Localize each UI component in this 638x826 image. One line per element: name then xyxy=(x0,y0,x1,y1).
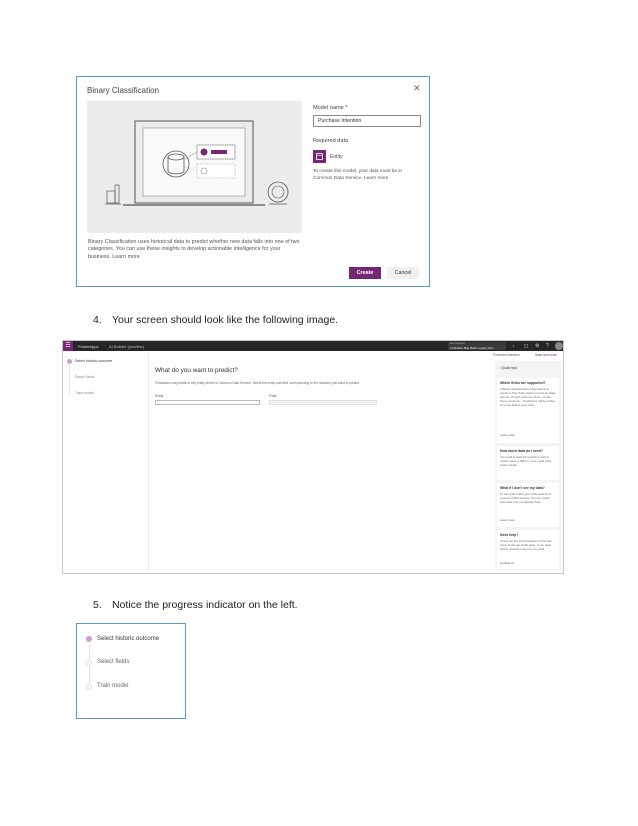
save-and-close-button[interactable]: Save and close xyxy=(535,353,557,357)
step-5-number: 5. xyxy=(93,599,102,611)
model-name-crumb: Purchase Intention xyxy=(493,353,520,357)
field-dropdown[interactable] xyxy=(269,400,377,405)
cancel-button[interactable]: Cancel xyxy=(387,267,419,279)
progress-indicator-screenshot xyxy=(76,623,186,719)
entity-label: Entity xyxy=(330,154,343,160)
main-instructions: Predictions may relate to any entity stored in Common Data Service. Select the entity and field corresponding to the outcome you want to predict. xyxy=(155,381,360,385)
tip-heading: How much data do I need? xyxy=(500,449,543,453)
sidebar-divider xyxy=(148,353,149,573)
tip-card xyxy=(497,483,559,527)
settings-icon[interactable]: ⚙ xyxy=(535,342,540,349)
brand-name[interactable]: PowerApps xyxy=(78,344,99,349)
help-icon[interactable]: ? xyxy=(546,342,549,349)
dialog-title: Binary Classification xyxy=(87,86,160,95)
progress-step-2: Select fields xyxy=(75,375,95,379)
progress-step-1: Select historic outcome xyxy=(75,359,113,363)
close-icon[interactable]: ✕ xyxy=(413,83,421,93)
entity-field-label: Entity xyxy=(155,394,164,398)
field-field-label: Field xyxy=(269,394,277,398)
progress-step-3: Train model xyxy=(75,391,94,395)
environment-picker[interactable] xyxy=(448,342,506,350)
quick-tips-title xyxy=(498,366,517,370)
waffle-icon[interactable]: ☰ xyxy=(63,341,73,351)
tip-body: Check out the documentation in the help menu at the top of the page. If you have further questions send us an email. xyxy=(500,539,552,551)
dialog-description xyxy=(88,239,302,261)
step-4-text: Your screen should look like the following image. xyxy=(112,314,339,326)
progress-dot-active xyxy=(67,359,72,364)
tip-link[interactable]: Learn more xyxy=(500,518,515,522)
model-name-input[interactable]: Purchase Intention xyxy=(313,115,421,127)
tip-body: A Binary Classification model learns to predict a Two Option field in Common Data Service. Predict customer churn, predict future customer... Predictions will be written to a new field in your entity. xyxy=(500,387,556,407)
data-requirement-note xyxy=(313,169,413,182)
progress-dot-active xyxy=(86,636,92,642)
environment-label: Environment xyxy=(450,342,465,345)
tip-heading: Which fields are supported? xyxy=(500,381,546,385)
laptop-illustration xyxy=(87,101,302,233)
progress-step-3: Train model xyxy=(97,683,129,689)
quick-tips-label: Quick tips xyxy=(501,366,517,370)
progress-step-1: Select historic outcome xyxy=(97,636,160,642)
description-text: Binary Classification uses historical data to predict whether new data falls into one of two categories. You can use these insights to develop actionable intelligence for your business. xyxy=(88,239,300,260)
tip-card xyxy=(497,446,559,480)
tip-card xyxy=(497,378,559,443)
ai-builder-app-screenshot xyxy=(62,340,564,574)
progress-step-2: Select fields xyxy=(97,659,130,665)
product-name: AI Builder (preview) xyxy=(109,344,144,349)
binary-classification-dialog xyxy=(76,76,430,287)
tip-body: You need at least 10 records to train a model. Having 1000 or more could yield better results. xyxy=(500,455,551,467)
model-name-label: Model name * xyxy=(313,105,348,111)
entity-dropdown[interactable] xyxy=(155,400,260,405)
progress-dot xyxy=(86,684,92,690)
lightbulb-icon: ◌ xyxy=(498,366,501,370)
tip-link[interactable]: Learn more xyxy=(500,433,515,437)
notification-icon[interactable]: ◻ xyxy=(524,342,529,349)
tip-link[interactable]: Contact us xyxy=(500,561,514,565)
progress-line xyxy=(69,365,70,395)
learn-more-link[interactable]: Learn more xyxy=(112,253,140,260)
download-icon[interactable]: ↓ xyxy=(512,342,515,349)
note-text: To create this model, your data must be in Common Data Service. xyxy=(313,169,403,181)
note-learn-more-link[interactable]: Learn more xyxy=(363,175,389,181)
create-button[interactable]: Create xyxy=(349,267,381,279)
step-4-number: 4. xyxy=(93,314,102,326)
progress-dot xyxy=(86,660,92,666)
tip-heading: Need help? xyxy=(500,533,519,537)
required-data-label: Required data xyxy=(313,138,349,144)
entity-icon xyxy=(313,150,326,163)
main-title: What do you want to predict? xyxy=(155,367,238,374)
avatar[interactable] xyxy=(555,342,563,350)
tip-heading: What if I don't see my data? xyxy=(500,486,545,490)
environment-name: AI Builder Bug Bash Legacy Env... xyxy=(450,345,496,350)
quick-tips-panel xyxy=(495,361,561,571)
tip-card xyxy=(497,530,559,569)
tip-body: To train this model, your data must be in Common Data Service. You can import your data if it's not already there. xyxy=(500,492,552,504)
illustration xyxy=(87,101,302,233)
step-5-text: Notice the progress indicator on the left. xyxy=(112,599,298,611)
